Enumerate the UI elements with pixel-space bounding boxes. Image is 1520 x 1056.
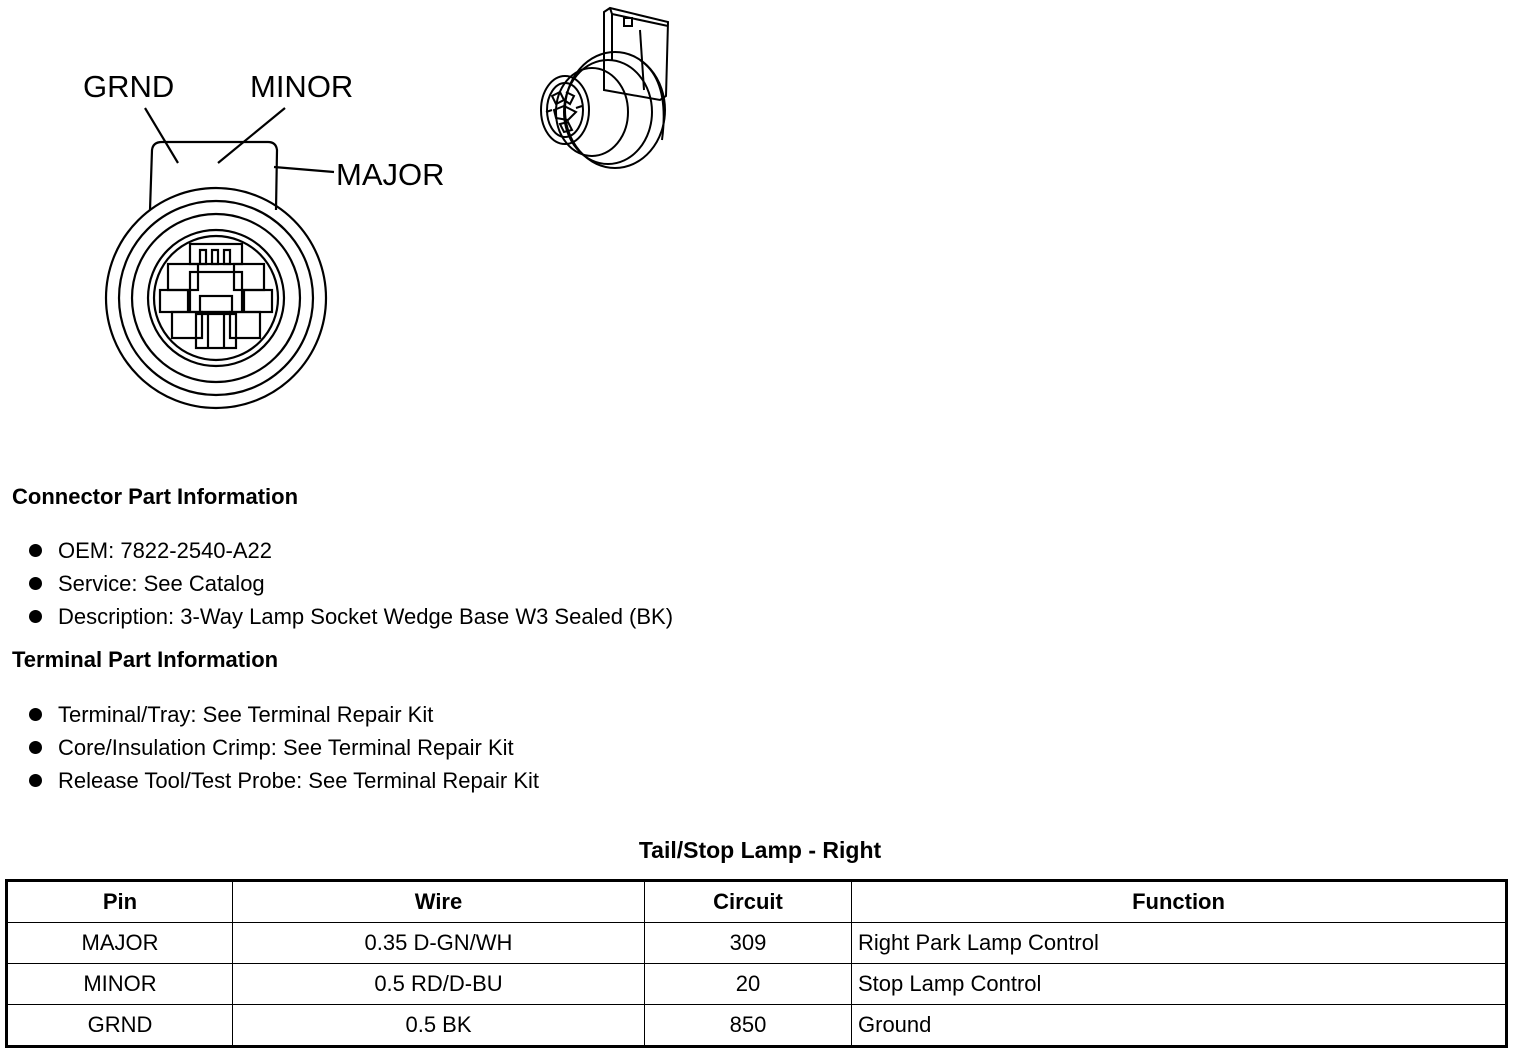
pinout-table <box>5 879 1508 1048</box>
label-minor: MINOR <box>250 69 354 104</box>
cell-circuit: 20 <box>645 964 852 1005</box>
cell-pin: MINOR <box>7 964 233 1005</box>
terminal-info-list <box>8 698 539 797</box>
connector-face-diagram <box>0 0 480 420</box>
list-item: Release Tool/Test Probe: See Terminal Repair Kit <box>8 764 539 797</box>
cell-wire: 0.5 BK <box>233 1005 645 1047</box>
label-major: MAJOR <box>336 157 445 192</box>
connector-info-heading: Connector Part Information <box>12 484 299 509</box>
bullet-icon <box>29 774 42 787</box>
cell-wire: 0.35 D-GN/WH <box>233 923 645 964</box>
cell-function: Stop Lamp Control <box>852 964 1507 1005</box>
cell-wire: 0.5 RD/D-BU <box>233 964 645 1005</box>
list-item: Terminal/Tray: See Terminal Repair Kit <box>8 698 539 731</box>
cell-pin: MAJOR <box>7 923 233 964</box>
cell-function: Ground <box>852 1005 1507 1047</box>
column-header-circuit: Circuit <box>645 881 852 923</box>
column-header-function: Function <box>852 881 1507 923</box>
bullet-icon <box>29 741 42 754</box>
cell-circuit: 850 <box>645 1005 852 1047</box>
column-header-pin: Pin <box>7 881 233 923</box>
list-item: Service: See Catalog <box>8 567 673 600</box>
column-header-wire: Wire <box>233 881 645 923</box>
terminal-info-heading: Terminal Part Information <box>12 647 279 672</box>
cell-function: Right Park Lamp Control <box>852 923 1507 964</box>
bullet-icon <box>29 708 42 721</box>
list-item: Core/Insulation Crimp: See Terminal Repair Kit <box>8 731 539 764</box>
bullet-icon <box>29 544 42 557</box>
list-item: OEM: 7822-2540-A22 <box>8 534 673 567</box>
connector-info-list <box>8 534 673 633</box>
label-grnd: GRND <box>83 69 175 104</box>
bullet-icon <box>29 610 42 623</box>
connector-perspective-illustration <box>520 0 690 180</box>
cell-pin: GRND <box>7 1005 233 1047</box>
table-row <box>7 923 1507 964</box>
table-title: Tail/Stop Lamp - Right <box>638 837 882 863</box>
table-row <box>7 1005 1507 1047</box>
bullet-icon <box>29 577 42 590</box>
list-item: Description: 3-Way Lamp Socket Wedge Base W3 Sealed (BK) <box>8 600 673 633</box>
table-header-row <box>7 881 1507 923</box>
cell-circuit: 309 <box>645 923 852 964</box>
table-row <box>7 964 1507 1005</box>
